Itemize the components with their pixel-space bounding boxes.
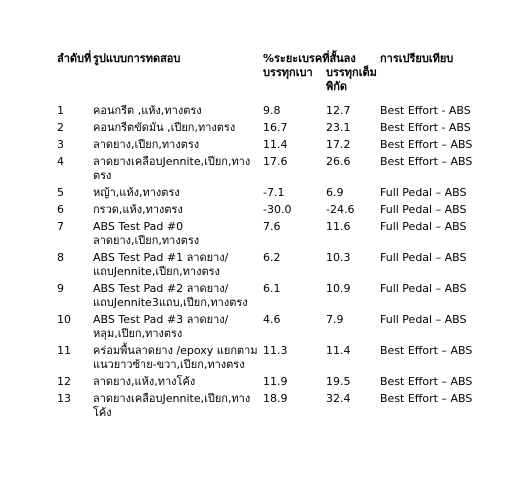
cell-compare: Best Effort – ABS [380,344,473,357]
cell-no: 7 [57,220,64,233]
cell-compare: Best Effort – ABS [380,375,473,388]
table-row [57,203,487,220]
cell-test: ลาดยาง,แห้ง,ทางโค้ง [93,375,196,388]
cell-no: 4 [57,155,64,168]
cell-light: 11.4 [263,138,288,151]
cell-light: 11.3 [263,344,288,357]
header-full: บรรทุกเต็มพิกัด [326,66,377,93]
cell-compare: Best Effort - ABS [380,104,471,117]
cell-no: 3 [57,138,64,151]
table-row [57,392,487,423]
cell-full: 11.4 [326,344,351,357]
cell-full: 7.9 [326,313,344,326]
cell-light: 7.6 [263,220,281,233]
cell-compare: Full Pedal – ABS [380,313,467,326]
cell-full: 17.2 [326,138,351,151]
cell-light: 9.8 [263,104,281,117]
header-compare: การเปรียบเทียบ [380,52,454,65]
header-light: บรรทุกเบา [263,66,313,79]
cell-test: ลาดยางเคลือบJennite,เปียก,ทางโค้ง [93,392,251,419]
cell-full: 32.4 [326,392,351,405]
cell-full: 11.6 [326,220,351,233]
cell-light: 17.6 [263,155,288,168]
cell-light: 6.1 [263,282,281,295]
cell-test: ABS Test Pad #0 ลาดยาง,เปียก,ทางตรง [93,220,200,247]
cell-no: 6 [57,203,64,216]
cell-no: 10 [57,313,71,326]
cell-test: ABS Test Pad #3 ลาดยาง/หลุม,เปียก,ทางตรง [93,313,229,340]
table-row [57,344,487,375]
cell-test: ABS Test Pad #1 ลาดยาง/แถบJennite,เปียก,ทางตรง [93,251,229,278]
table-row [57,282,487,313]
table-row [57,186,487,203]
table-row [57,138,487,155]
table-row [57,121,487,138]
table-row [57,313,487,344]
table-header-row [57,52,487,104]
cell-light: 11.9 [263,375,288,388]
cell-compare: Full Pedal – ABS [380,251,467,264]
cell-light: 4.6 [263,313,281,326]
cell-compare: Full Pedal – ABS [380,282,467,295]
cell-compare: Best Effort – ABS [380,138,473,151]
cell-full: 12.7 [326,104,351,117]
header-test: รูปแบบการทดสอบ [93,52,181,65]
cell-test: หญ้า,แห้ง,ทางตรง [93,186,180,199]
cell-full: 10.3 [326,251,351,264]
cell-light: 18.9 [263,392,288,405]
table-row [57,375,487,392]
cell-no: 12 [57,375,71,388]
cell-no: 1 [57,104,64,117]
table-row [57,155,487,186]
header-reduction [263,52,380,104]
cell-compare: Best Effort – ABS [380,392,473,405]
cell-test: กรวด,แห้ง,ทางตรง [93,203,183,216]
cell-light: 16.7 [263,121,288,134]
cell-test: ลาดยางเคลือบJennite,เปียก,ทางตรง [93,155,251,182]
cell-compare: Full Pedal – ABS [380,186,467,199]
cell-test: คอนกรีตขัดมัน ,เปียก,ทางตรง [93,121,236,134]
cell-test: ABS Test Pad #2 ลาดยาง/แถบJennite3แถบ,เปียก,ทางตรง [93,282,248,309]
cell-light: -7.1 [263,186,285,199]
header-no: ลำดับที่ [57,52,92,65]
cell-light: 6.2 [263,251,281,264]
cell-test: คอนกรีต ,แห้ง,ทางตรง [93,104,202,117]
cell-compare: Full Pedal – ABS [380,203,467,216]
cell-compare: Best Effort – ABS [380,155,473,168]
cell-no: 11 [57,344,71,357]
cell-compare: Best Effort - ABS [380,121,471,134]
table-row [57,220,487,251]
cell-no: 5 [57,186,64,199]
cell-full: 23.1 [326,121,351,134]
cell-full: 10.9 [326,282,351,295]
cell-full: 19.5 [326,375,351,388]
results-table [57,52,487,423]
cell-test: ลาดยาง,เปียก,ทางตรง [93,138,200,151]
cell-light: -30.0 [263,203,292,216]
table-row [57,251,487,282]
cell-full: 26.6 [326,155,351,168]
cell-full: -24.6 [326,203,355,216]
cell-no: 2 [57,121,64,134]
table-row [57,104,487,121]
header-reduction-title: %ระยะเบรคที่สั้นลง [263,52,356,65]
cell-no: 8 [57,251,64,264]
cell-full: 6.9 [326,186,344,199]
cell-test: คร่อมพื้นลาดยาง /epoxy แยกตามแนวยาวซ้าย-ขวา,เปียก,ทางตรง [93,344,258,371]
cell-no: 13 [57,392,71,405]
table-body [57,104,487,423]
cell-compare: Full Pedal – ABS [380,220,467,233]
cell-no: 9 [57,282,64,295]
